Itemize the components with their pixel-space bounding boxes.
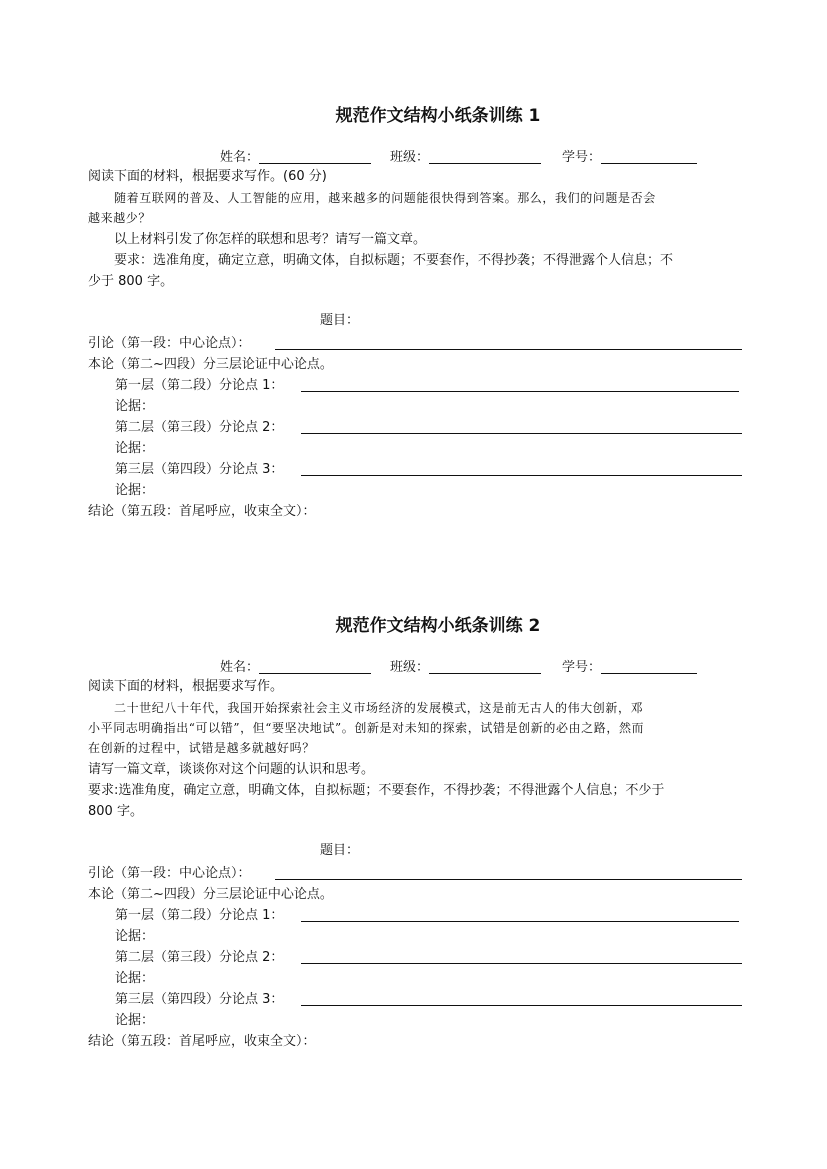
evidence-label: 论据： bbox=[115, 441, 155, 456]
reading-material bbox=[88, 698, 748, 758]
layer2-label: 第二层（第三段）分论点 2： bbox=[115, 420, 284, 435]
name-field[interactable] bbox=[220, 146, 371, 165]
body-label: 本论（第二~四段）分三层论证中心论点。 bbox=[88, 887, 333, 902]
outline-layer3-row[interactable] bbox=[88, 459, 748, 480]
requirement-line: 要求:选准角度，确定立意，明确文体，自拟标题；不要套作，不得抄袭；不得泄露个人信息；不少于 bbox=[88, 783, 665, 798]
reading-material bbox=[88, 188, 748, 228]
outline-evidence-row[interactable] bbox=[88, 480, 748, 501]
outline-intro-row[interactable] bbox=[88, 863, 748, 884]
evidence-label: 论据： bbox=[115, 929, 155, 944]
layer3-label: 第三层（第四段）分论点 3： bbox=[115, 992, 284, 1007]
material-line: 随着互联网的普及、人工智能的应用，越来越多的问题能很快得到答案。那么，我们的问题是否会 bbox=[114, 191, 656, 205]
student-id-blank[interactable] bbox=[601, 149, 697, 164]
section-title: 规范作文结构小纸条训练 1 bbox=[335, 106, 541, 126]
intro-answer-line[interactable] bbox=[275, 349, 742, 350]
class-label: 班级： bbox=[390, 660, 430, 675]
writing-prompt: 以上材料引发了你怎样的联想和思考？请写一篇文章。 bbox=[114, 232, 427, 247]
outline-layer2-row[interactable] bbox=[88, 417, 748, 438]
layer3-answer-line[interactable] bbox=[301, 1005, 742, 1006]
outline-intro-row[interactable] bbox=[88, 333, 748, 354]
layer3-label: 第三层（第四段）分论点 3： bbox=[115, 462, 284, 477]
conclusion-label: 结论（第五段：首尾呼应，收束全文）： bbox=[88, 504, 316, 519]
layer2-label: 第二层（第三段）分论点 2： bbox=[115, 950, 284, 965]
essay-outline bbox=[88, 333, 748, 522]
outline-conclusion-row[interactable] bbox=[88, 1031, 748, 1052]
evidence-label: 论据： bbox=[115, 1013, 155, 1028]
layer1-label: 第一层（第二段）分论点 1： bbox=[115, 908, 284, 923]
outline-evidence-row[interactable] bbox=[88, 968, 748, 989]
layer2-answer-line[interactable] bbox=[301, 433, 742, 434]
student-id-label: 学号： bbox=[562, 660, 602, 675]
essay-outline bbox=[88, 863, 748, 1052]
class-field[interactable] bbox=[390, 656, 541, 675]
exercise-section-1 bbox=[88, 104, 748, 522]
outline-evidence-row[interactable] bbox=[88, 396, 748, 417]
body-label: 本论（第二~四段）分三层论证中心论点。 bbox=[88, 357, 333, 372]
material-line: 在创新的过程中，试错是越多就越好吗？ bbox=[88, 741, 315, 755]
outline-layer1-row[interactable] bbox=[88, 905, 748, 926]
material-line: 小平同志明确指出“可以错”，但“要坚决地试”。创新是对未知的探索，试错是创新的必由之路，然而 bbox=[88, 721, 645, 735]
outline-layer2-row[interactable] bbox=[88, 947, 748, 968]
conclusion-label: 结论（第五段：首尾呼应，收束全文）： bbox=[88, 1034, 316, 1049]
exercise-section-2 bbox=[88, 614, 748, 1052]
outline-conclusion-row[interactable] bbox=[88, 501, 748, 522]
student-info-row bbox=[88, 656, 748, 678]
section-title: 规范作文结构小纸条训练 2 bbox=[335, 616, 541, 636]
material-line: 二十世纪八十年代，我国开始探索社会主义市场经济的发展模式，这是前无古人的伟大创新，邓 bbox=[114, 701, 644, 715]
outline-evidence-row[interactable] bbox=[88, 1010, 748, 1031]
evidence-label: 论据： bbox=[115, 971, 155, 986]
student-id-field[interactable] bbox=[562, 656, 697, 675]
student-id-label: 学号： bbox=[562, 150, 602, 165]
writing-prompt: 请写一篇文章，谈谈你对这个问题的认识和思考。 bbox=[88, 762, 375, 777]
class-label: 班级： bbox=[390, 150, 430, 165]
name-label: 姓名： bbox=[220, 660, 260, 675]
student-info-row bbox=[88, 146, 748, 168]
layer2-answer-line[interactable] bbox=[301, 963, 742, 964]
class-field[interactable] bbox=[390, 146, 541, 165]
outline-layer1-row[interactable] bbox=[88, 375, 748, 396]
requirement-line: 少于 800 字。 bbox=[88, 274, 174, 289]
requirement-line: 要求：选准角度，确定立意，明确文体，自拟标题；不要套作，不得抄袭；不得泄露个人信息；不 bbox=[114, 253, 674, 268]
outline-evidence-row[interactable] bbox=[88, 926, 748, 947]
class-blank[interactable] bbox=[429, 149, 541, 164]
name-label: 姓名： bbox=[220, 150, 260, 165]
requirement-line: 800 字。 bbox=[88, 804, 143, 819]
student-id-blank[interactable] bbox=[601, 659, 697, 674]
material-line: 越来越少？ bbox=[88, 211, 152, 225]
class-blank[interactable] bbox=[429, 659, 541, 674]
intro-label: 引论（第一段：中心论点）： bbox=[88, 336, 251, 351]
evidence-label: 论据： bbox=[115, 483, 155, 498]
evidence-label: 论据： bbox=[115, 399, 155, 414]
instruction-text: 阅读下面的材料，根据要求写作。(60 分) bbox=[88, 169, 327, 184]
name-blank[interactable] bbox=[259, 659, 371, 674]
name-blank[interactable] bbox=[259, 149, 371, 164]
name-field[interactable] bbox=[220, 656, 371, 675]
outline-body-row bbox=[88, 884, 748, 905]
layer3-answer-line[interactable] bbox=[301, 475, 742, 476]
student-id-field[interactable] bbox=[562, 146, 697, 165]
topic-label: 题目： bbox=[320, 313, 360, 328]
outline-body-row bbox=[88, 354, 748, 375]
layer1-answer-line[interactable] bbox=[301, 391, 739, 392]
instruction-text: 阅读下面的材料，根据要求写作。 bbox=[88, 679, 284, 694]
layer1-label: 第一层（第二段）分论点 1： bbox=[115, 378, 284, 393]
topic-label: 题目： bbox=[320, 843, 360, 858]
outline-evidence-row[interactable] bbox=[88, 438, 748, 459]
layer1-answer-line[interactable] bbox=[301, 921, 739, 922]
outline-layer3-row[interactable] bbox=[88, 989, 748, 1010]
intro-answer-line[interactable] bbox=[275, 879, 742, 880]
intro-label: 引论（第一段：中心论点）： bbox=[88, 866, 251, 881]
